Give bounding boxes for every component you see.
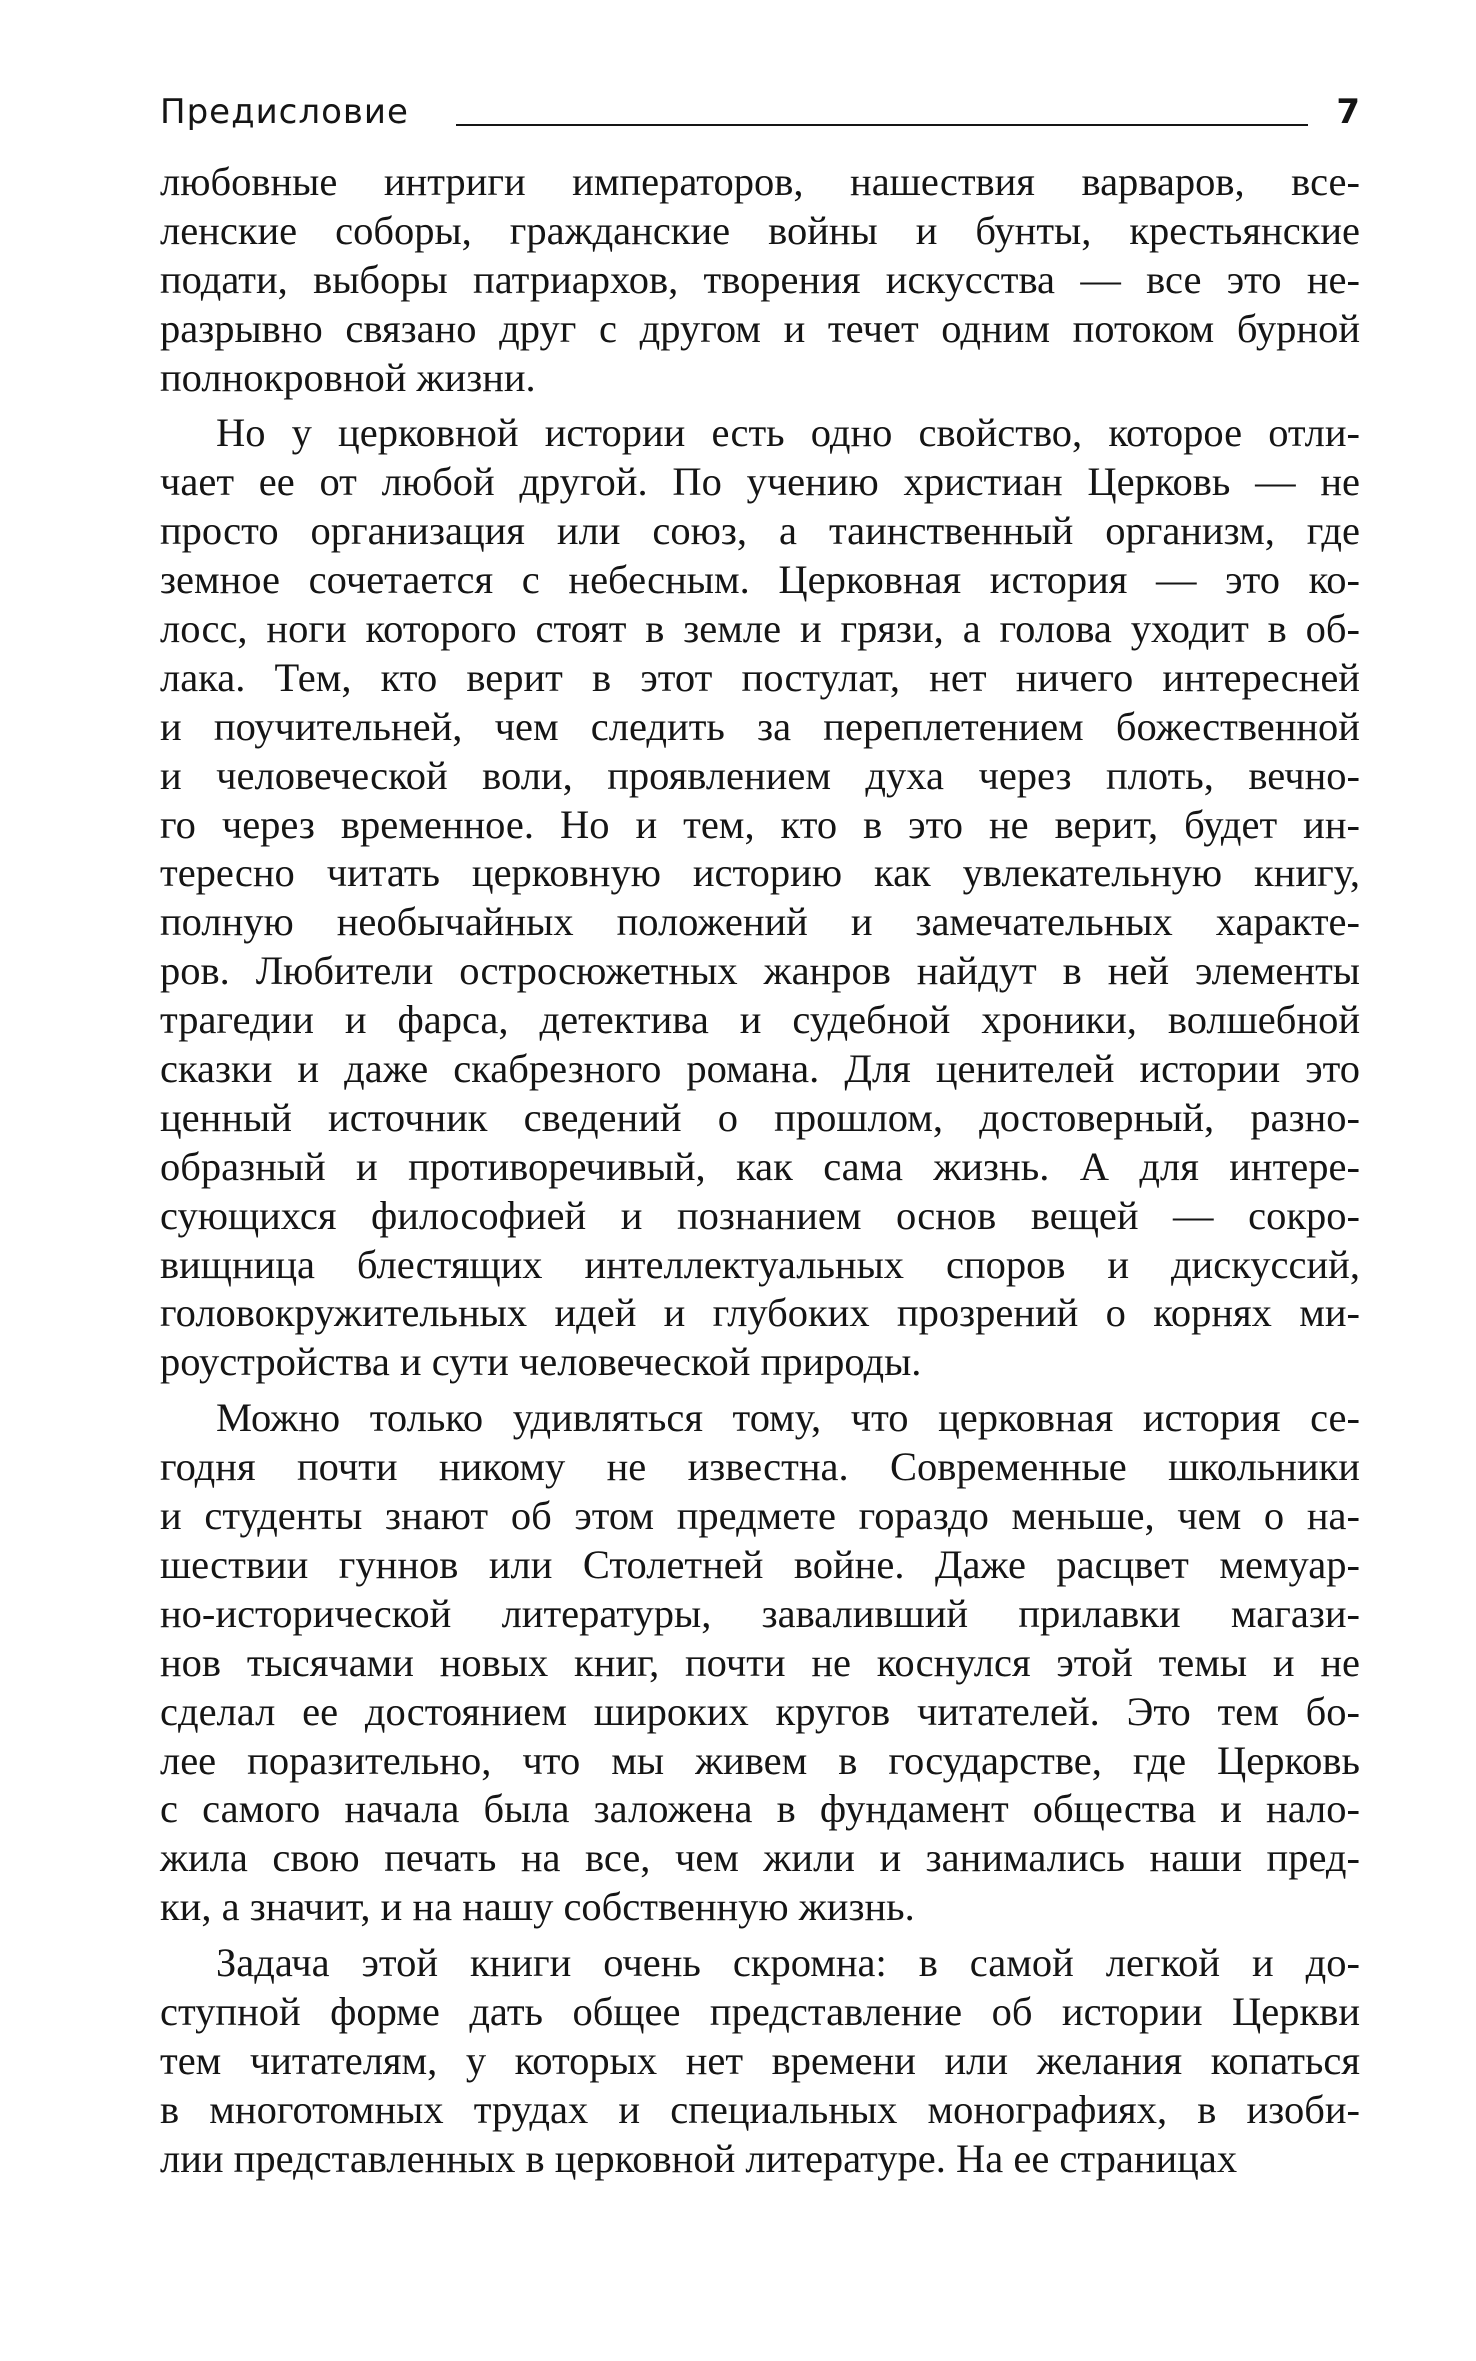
text-line: чает ее от любой другой. По учению христиан Церковь — не xyxy=(160,459,1360,505)
text-line: подати, выборы патриархов, творения искусства — все это не- xyxy=(160,256,1360,302)
paragraph xyxy=(160,1939,1360,2183)
text-line: Задача этой книги очень скромна: в самой легкой и до- xyxy=(216,1940,1360,1986)
text-line: сующихся философией и познанием основ вещей — сокро- xyxy=(160,1192,1360,1238)
text-line: вищница блестящих интеллектуальных споров и дискуссий, xyxy=(160,1241,1360,1287)
text-line: но-исторической литературы, заваливший прилавки магази- xyxy=(160,1590,1360,1636)
text-line: ленские соборы, гражданские войны и бунты, крестьянские xyxy=(160,207,1360,253)
text-line: жила свою печать на все, чем жили и занимались наши пред- xyxy=(160,1835,1360,1881)
paragraph xyxy=(160,1394,1360,1932)
text-line: и человеческой воли, проявлением духа через плоть, вечно- xyxy=(160,752,1360,798)
text-line: ценный источник сведений о прошлом, достоверный, разно- xyxy=(160,1094,1360,1140)
text-line: полнокровной жизни. xyxy=(160,354,536,400)
text-line: просто организация или союз, а таинственный организм, где xyxy=(160,508,1360,554)
running-head xyxy=(160,88,1360,136)
text-line: головокружительных идей и глубоких прозрений о корнях ми- xyxy=(160,1290,1360,1336)
text-line: трагедии и фарса, детектива и судебной хроники, волшебной xyxy=(160,997,1360,1043)
text-line: лии представленных в церковной литературе. На ее страницах xyxy=(160,2135,1238,2181)
text-line: разрывно связано друг с другом и течет одним потоком бурной xyxy=(160,305,1360,351)
text-line: тем читателям, у которых нет времени или желания копаться xyxy=(160,2037,1360,2083)
text-line: роустройства и сути человеческой природы. xyxy=(160,1339,922,1385)
text-line: лосс, ноги которого стоят в земле и грязи, а голова уходит в об- xyxy=(160,606,1360,652)
text-line: лее поразительно, что мы живем в государстве, где Церковь xyxy=(160,1737,1360,1783)
header-rule xyxy=(456,124,1308,126)
text-line: го через временное. Но и тем, кто в это не верит, будет ин- xyxy=(160,801,1360,847)
section-title: Предисловие xyxy=(160,92,409,132)
text-line: ров. Любители остросюжетных жанров найдут в ней элементы xyxy=(160,948,1360,994)
text-line: земное сочетается с небесным. Церковная история — это ко- xyxy=(160,557,1360,603)
paragraph xyxy=(160,158,1360,402)
text-line: годня почти никому не известна. Современные школьники xyxy=(160,1444,1360,1490)
text-line: полную необычайных положений и замечательных характе- xyxy=(160,899,1360,945)
text-line: в многотомных трудах и специальных монографиях, в изоби- xyxy=(160,2086,1360,2132)
text-line: лака. Тем, кто верит в этот постулат, нет ничего интересней xyxy=(160,654,1360,700)
text-line: и поучительней, чем следить за переплетением божественной xyxy=(160,703,1360,749)
book-page xyxy=(160,88,1360,2184)
text-line: образный и противоречивый, как сама жизнь. А для интере- xyxy=(160,1143,1360,1189)
text-line: и студенты знают об этом предмете гораздо меньше, чем о на- xyxy=(160,1493,1360,1539)
paragraph xyxy=(160,409,1360,1387)
text-line: любовные интриги императоров, нашествия варваров, все- xyxy=(160,159,1360,204)
text-line: Но у церковной истории есть одно свойство, которое отли- xyxy=(216,410,1360,456)
text-line: тересно читать церковную историю как увлекательную книгу, xyxy=(160,850,1360,896)
text-line: ступной форме дать общее представление об истории Церкви xyxy=(160,1988,1360,2034)
page-number: 7 xyxy=(1336,92,1360,132)
text-line: сказки и даже скабрезного романа. Для ценителей истории это xyxy=(160,1046,1360,1092)
text-line: ки, а значит, и на нашу собственную жизнь. xyxy=(160,1884,915,1930)
body-text xyxy=(160,158,1360,2184)
text-line: нов тысячами новых книг, почти не коснулся этой темы и не xyxy=(160,1639,1360,1685)
text-line: сделал ее достоянием широких кругов читателей. Это тем бо- xyxy=(160,1688,1360,1734)
text-line: шествии гуннов или Столетней войне. Даже расцвет мемуар- xyxy=(160,1541,1360,1587)
text-line: с самого начала была заложена в фундамент общества и нало- xyxy=(160,1786,1360,1832)
text-line: Можно только удивляться тому, что церковная история се- xyxy=(216,1395,1360,1441)
